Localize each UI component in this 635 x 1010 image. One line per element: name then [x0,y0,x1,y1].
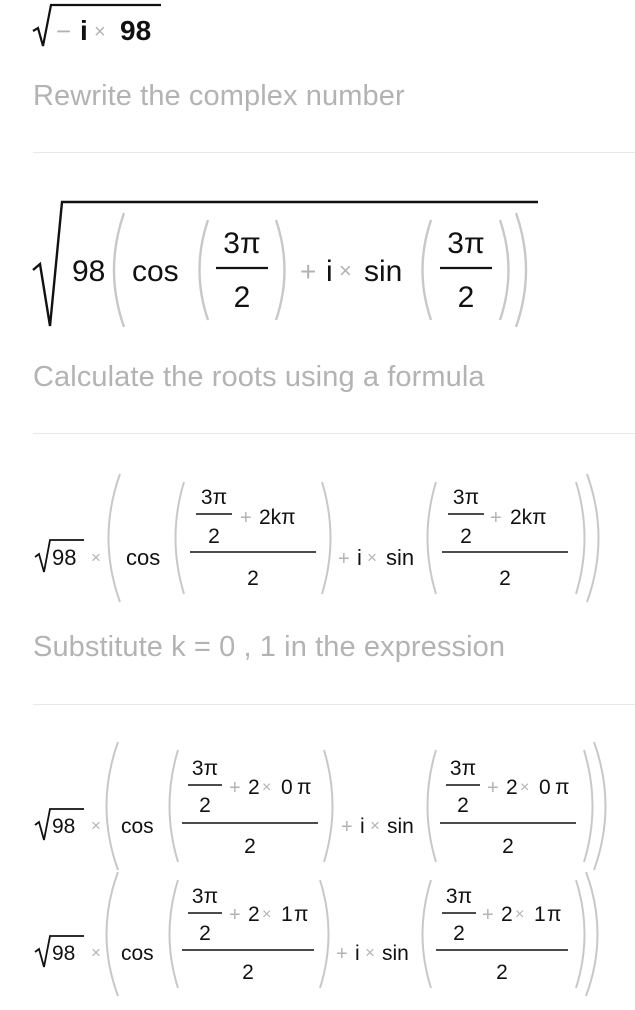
pi-symbol: π [547,903,562,926]
radicand-value: 98 [52,815,76,838]
times-sign: × [515,906,525,923]
radicand-value: 98 [52,942,76,965]
plus-sign: + [229,777,241,799]
paren-close [276,220,285,320]
pi-symbol: π [555,776,570,799]
paren-close [576,880,585,988]
paren-close [584,750,593,862]
add-term: 2kπ [259,506,296,529]
step-label-substitute: Substitute k = 0 , 1 in the expression [33,631,506,663]
cos-function: cos [121,942,154,965]
inner-denominator: 2 [457,794,469,817]
inner-numerator: 3π [191,757,219,780]
times-sign: × [365,943,375,962]
paren-close [586,872,598,996]
paren-open [109,474,121,602]
inner-numerator: 3π [200,486,228,509]
coefficient-two: 2 [248,903,260,926]
imaginary-unit: i [326,255,333,288]
cos-function: cos [126,545,161,570]
angle-numerator: 3π [223,227,261,260]
k-value: 1 [534,903,546,926]
paren-close [576,482,585,594]
pi-symbol: π [294,903,309,926]
k-value: 1 [281,903,293,926]
pi-symbol: π [297,776,312,799]
sin-function: sin [382,942,409,965]
times-sign: × [367,548,377,567]
cos-function: cos [132,255,179,288]
add-term: 2kπ [510,506,547,529]
k-value: 0 [539,776,551,799]
expression-k1 [35,872,598,996]
angle-denominator: 2 [457,281,475,314]
paren-open [170,750,179,862]
expression-root-formula [35,474,599,602]
angle-denominator: 2 [233,281,251,314]
step-label-roots: Calculate the roots using a formula [33,361,485,393]
expression-polar [33,202,538,327]
expression-initial [33,5,161,46]
plus-sign: + [338,548,350,570]
sin-function: sin [364,255,403,288]
inner-numerator: 3π [191,885,219,908]
plus-sign: + [240,507,252,529]
sin-function: sin [386,545,415,570]
times-sign: × [339,258,352,283]
plus-sign: + [229,904,241,926]
plus-sign: + [300,256,317,287]
plus-sign: + [482,904,494,926]
paren-close [322,482,331,594]
angle-numerator: 3π [447,227,485,260]
times-sign: × [520,779,530,796]
times-sign: × [370,816,380,835]
paren-open [107,872,119,996]
radicand-value: 98 [72,255,106,288]
cos-function: cos [121,815,154,838]
paren-open [114,213,124,327]
outer-denominator: 2 [502,835,514,858]
imaginary-unit: i [80,15,88,46]
inner-denominator: 2 [453,922,465,945]
outer-denominator: 2 [244,835,256,858]
times-sign: × [94,21,106,43]
times-sign: × [262,779,272,796]
times-sign: × [262,906,272,923]
outer-denominator: 2 [247,567,259,590]
plus-sign: + [490,507,502,529]
paren-open [200,220,209,320]
inner-numerator: 3π [452,486,480,509]
paren-close [324,750,333,862]
coefficient-two: 2 [248,776,260,799]
times-sign: × [91,548,101,567]
paren-open [176,482,185,594]
paren-open [428,482,437,594]
radicand-value: 98 [52,545,77,570]
inner-denominator: 2 [208,525,220,548]
coefficient-two: 2 [506,776,518,799]
radicand-value: 98 [120,15,152,46]
outer-denominator: 2 [499,567,511,590]
times-sign: × [91,816,101,835]
step-label-rewrite: Rewrite the complex number [33,80,405,112]
inner-denominator: 2 [199,922,211,945]
inner-numerator: 3π [445,885,473,908]
expression-k0 [35,742,606,870]
sin-function: sin [387,815,414,838]
imaginary-unit: i [355,942,360,965]
k-value: 0 [281,776,293,799]
paren-open [423,880,432,988]
paren-close [500,220,509,320]
paren-close [594,742,606,870]
outer-denominator: 2 [496,961,508,984]
times-sign: × [91,943,101,962]
plus-sign: + [341,816,353,838]
paren-open [423,220,432,320]
inner-numerator: 3π [449,757,477,780]
inner-denominator: 2 [460,525,472,548]
paren-open [170,880,179,988]
paren-open [107,742,119,870]
paren-close [320,880,329,988]
paren-close [516,213,526,327]
paren-close [587,474,599,602]
coefficient-two: 2 [501,903,513,926]
imaginary-unit: i [360,815,365,838]
inner-denominator: 2 [199,794,211,817]
plus-sign: + [336,943,348,965]
minus-sign: − [56,16,72,46]
imaginary-unit: i [357,545,362,570]
paren-open [428,750,437,862]
plus-sign: + [487,777,499,799]
outer-denominator: 2 [242,961,254,984]
